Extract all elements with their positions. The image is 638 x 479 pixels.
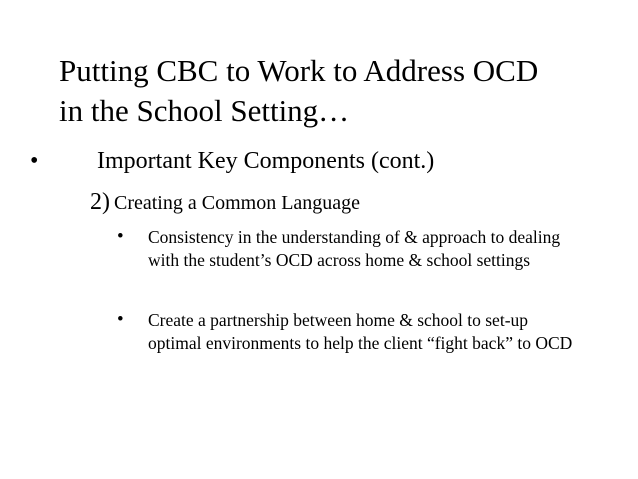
level2-item (90, 186, 360, 221)
level2-text: Creating a Common Language (114, 192, 361, 214)
level3-bullet-text-1: Consistency in the understanding of & approach to dealing with the student’s OCD across home & school settings (148, 227, 561, 270)
bullet-icon: • (117, 309, 124, 330)
slide-title (59, 51, 599, 131)
level3-bullet-text-2: Create a partnership between home & school to set-up optimal environments to help the client “fight back” to OCD (148, 310, 573, 353)
bullet-icon: • (30, 148, 39, 174)
level2-number: 2) (90, 189, 110, 215)
title-line-1: Putting CBC to Work to Address OCD (59, 53, 539, 88)
title-line-2: in the School Setting… (59, 93, 350, 128)
bullet-icon: • (117, 226, 124, 247)
level1-bullet-text: Important Key Components (cont.) (97, 148, 435, 174)
